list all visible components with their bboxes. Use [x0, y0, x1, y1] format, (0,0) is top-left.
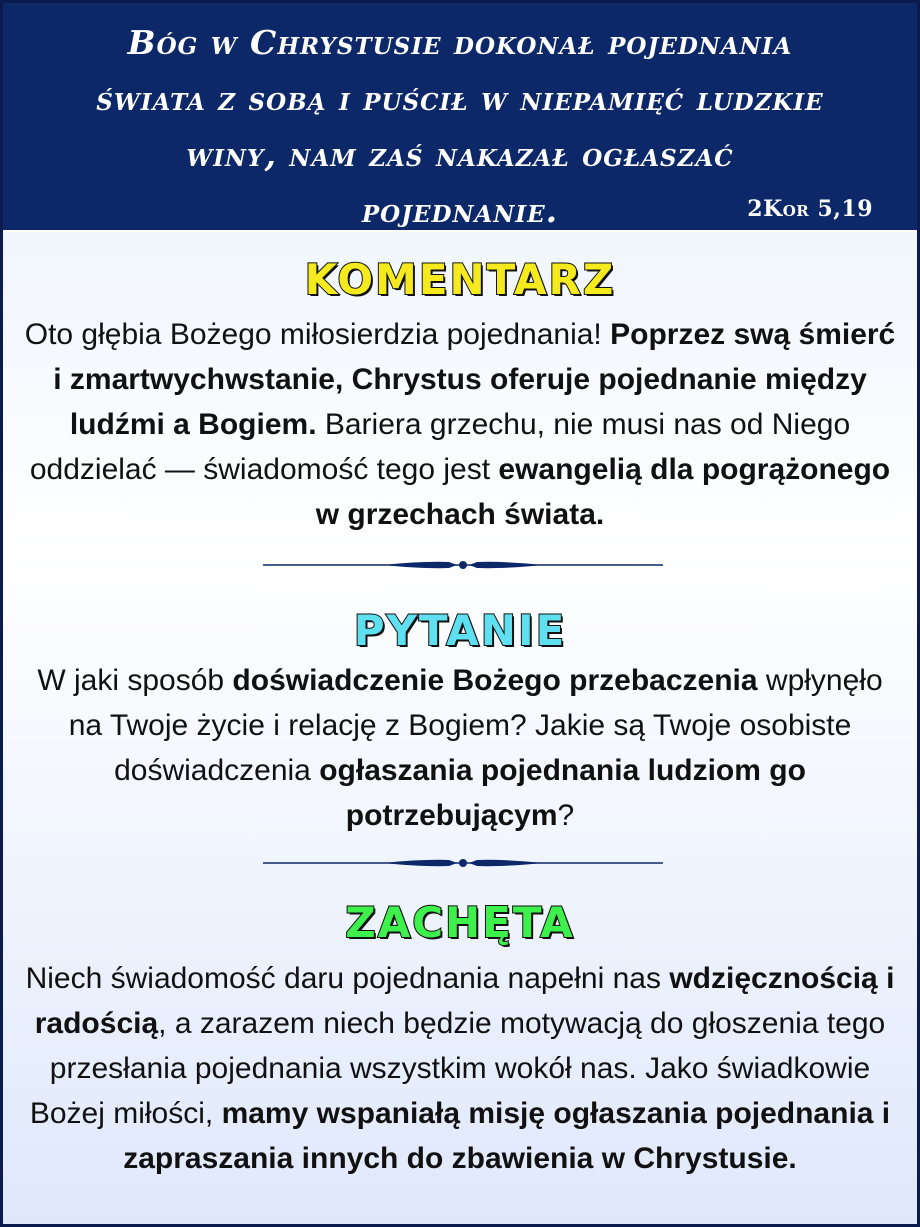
pytanie-text-4: ogłaszania pojednania ludziom go potrzebującym [319, 754, 806, 832]
ornament-divider [263, 856, 663, 870]
verse-header [3, 3, 917, 232]
komentarz-text [21, 312, 899, 537]
zacheta-title: ZACHĘTA [345, 898, 575, 947]
pytanie-title: PYTANIE [353, 606, 567, 655]
zacheta-text-3: , a zarazem niech będzie motywacją do głoszenia tego przesłania pojednania wszystkim wokół nas. Jako świadkowie Bożej miłości, [29, 1007, 886, 1130]
zacheta-text-4: mamy wspaniałą misję ogłaszania pojednania i zapraszania innych do zbawienia w Chrystusie. [123, 1097, 891, 1175]
verse-line-3: winy, nam zaś nakazał ogłaszać [186, 135, 734, 174]
verse-line-1: Bóg w Chrystusie dokonał pojednania [127, 23, 793, 62]
ornament-divider [263, 558, 663, 572]
verse-reference: 2Kor 5,19 [747, 196, 873, 222]
komentarz-text-3: Bariera grzechu, nie musi nas od Niego oddzielać — świadomość tego jest [29, 408, 851, 486]
pytanie-text-1: W jaki sposób [37, 664, 233, 697]
zacheta-text-1: Niech świadomość daru pojednania napełni nas [25, 962, 670, 995]
pytanie-text-3: wpłynęło na Twoje życie i relację z Bogiem? Jakie są Twoje osobiste doświadczenia [68, 664, 883, 787]
komentarz-text-2: Poprzez swą śmierć i zmartwychwstanie, Chrystus oferuje pojednanie między ludźmi a Bogiem. [53, 318, 896, 441]
komentarz-text-4: ewangelią dla pogrążonego w grzechach świata. [315, 453, 891, 531]
komentarz-title: KOMENTARZ [304, 255, 616, 304]
pytanie-text-2: doświadczenie Bożego przebaczenia [232, 664, 758, 697]
pytanie-text-5: ? [557, 799, 575, 832]
verse-line-4: pojednanie. [361, 191, 559, 230]
zacheta-text-2: wdzięcznością i radością [34, 962, 895, 1040]
zacheta-text [21, 956, 899, 1181]
pytanie-text [21, 658, 899, 838]
verse-line-2: świata z sobą i puścił w niepamięć ludzkie [96, 79, 824, 118]
komentarz-text-1: Oto głębia Bożego miłosierdzia pojednania! [24, 318, 611, 351]
